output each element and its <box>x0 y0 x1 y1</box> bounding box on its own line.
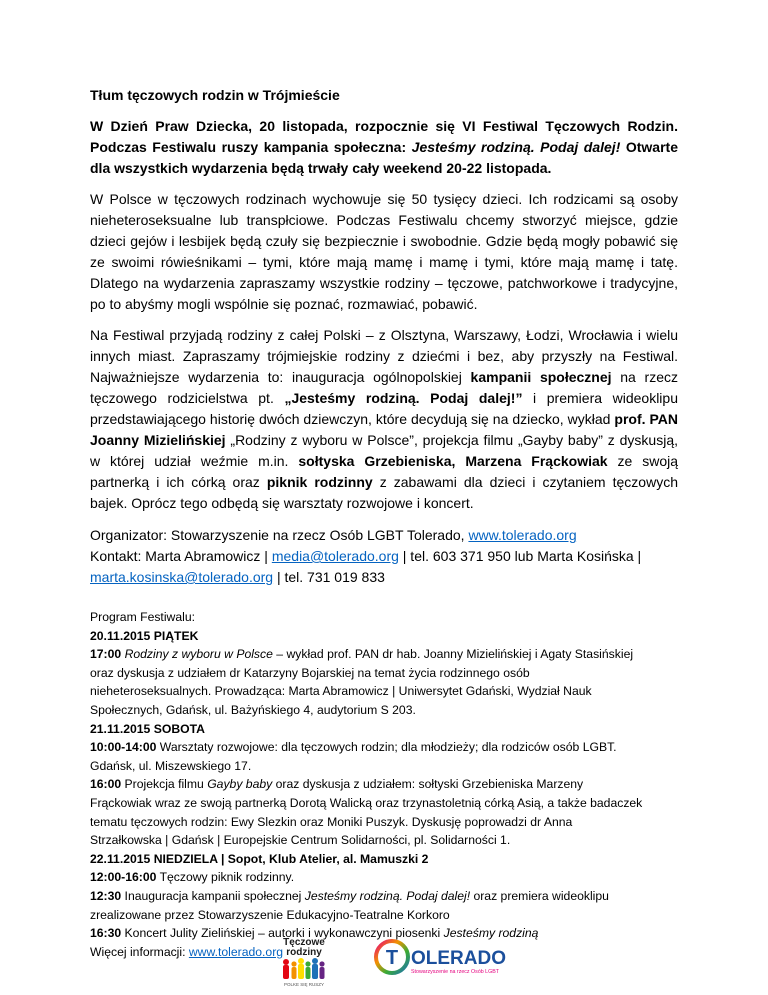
program-event <box>90 775 678 794</box>
lead-campaign: Jesteśmy rodziną. Podaj dalej! <box>411 139 621 155</box>
event-text: oraz premiera wideoklipu <box>470 888 609 903</box>
event-text: Strzałkowska | Gdańsk | Europejskie Centrum Solidarności, pl. Solidarności 1. <box>90 833 511 848</box>
event-title: Gayby baby <box>207 777 273 792</box>
event-time: 12:00-16:00 <box>90 870 157 885</box>
event-text: tematu tęczowych rodzin: Ewy Slezkin oraz Moniki Puszyk. Dyskusję poprowadzi dr Anna <box>90 814 573 829</box>
tolerado-more-link[interactable]: www.tolerado.org <box>188 944 284 959</box>
festival-text: na rzecz tęczowego rodzicielstwa pt. <box>90 369 678 406</box>
festival-text: ze swoją partnerką i ich córką oraz <box>90 453 679 490</box>
program-event <box>90 645 678 664</box>
event-text: Projekcja filmu <box>121 777 208 792</box>
lead-paragraph <box>90 116 678 179</box>
festival-text: Na Festiwal przyjadą rodziny z całej Polski – z Olsztyna, Warszawy, Łodzi, Wrocławia i wielu innych miast. Zapraszamy trójmiejskie rodziny z dziećmi i bez, aby przyszły na Festiwal. Najważniejsze wydarzenia to: inauguracja ogólnopolskiej <box>90 327 678 385</box>
lead-text-end: Otwarte dla wszystkich wydarzenia będą trwały cały weekend 20-22 listopada. <box>90 139 678 176</box>
contact-line <box>90 546 678 567</box>
program-event <box>90 738 678 757</box>
footer-logos <box>0 925 768 995</box>
contact-phone: | tel. 731 019 833 <box>273 569 385 585</box>
event-text: nieheteroseksualnych. Prowadząca: Marta Abramowicz | Uniwersytet Gdański, Wydział Nauk <box>90 684 592 699</box>
event-text: Tęczowy piknik rodzinny. <box>156 870 295 885</box>
organizer-contact <box>90 525 678 588</box>
kosinska-email-link[interactable]: marta.kosinska@tolerado.org <box>90 569 274 585</box>
program-event <box>90 868 678 887</box>
program-day: 21.11.2015 SOBOTA <box>90 721 205 736</box>
program-heading: Program Festiwalu: <box>90 610 195 624</box>
tolerado-website-link[interactable]: www.tolerado.org <box>468 527 577 543</box>
teczowe-rodziny-logo <box>278 935 330 989</box>
festival-bold: piknik rodzinny <box>266 474 373 490</box>
event-text: oraz dyskusja z udziałem: sołtyski Grzebieniska Marzeny <box>272 777 584 792</box>
event-title: Rodziny z wyboru w Polsce <box>124 647 273 662</box>
event-text: – wykład prof. PAN dr hab. Joanny Mizielińskiej i Agaty Stasińskiej <box>272 647 634 662</box>
event-time: 17:00 <box>90 647 122 662</box>
festival-bold: sołtyska Grzebieniska, Marzena Frąckowiak <box>298 453 608 469</box>
logo-text-bottom: rodziny <box>286 947 322 958</box>
festival-bold: prof. PAN Joanny Mizielińskiej <box>90 411 678 448</box>
lead-text: W Dzień Praw Dziecka, 20 listopada, rozpocznie się VI Festiwal Tęczowych Rodzin. Podczas Festiwalu ruszy kampania społeczna: <box>90 118 678 155</box>
event-time: 12:30 <box>90 888 122 903</box>
event-text: Inauguracja kampanii społecznej <box>121 888 305 903</box>
festival-bold: kampanii społecznej <box>470 369 612 385</box>
event-text: Gdańsk, ul. Miszewskiego 17. <box>90 758 252 773</box>
tolerado-logo <box>372 935 506 983</box>
festival-text: i premiera wideoklipu przedstawiającego historię dwóch dziewczyn, które decydują się na dziecko, wykład <box>90 390 678 427</box>
media-email-link[interactable]: media@tolerado.org <box>271 548 399 564</box>
organizer-line <box>90 525 678 546</box>
paragraph-families: W Polsce w tęczowych rodzinach wychowuje się 50 tysięcy dzieci. Ich rodzicami są osoby nieheteroseksualne lub transpłciowe. Podczas Festiwalu chcemy stworzyć miejsce, gdzie dzieci gejów i lesbijek będą czuły się bezpiecznie i swobodnie. Gdzie będą mogły pobawić się ze swoimi rówieśnikami – tymi, które mają mamę i mamę i tymi, które mają mamę i tatę. Dlatego na wydarzenia zapraszamy wszystkie rodziny – tęczowe, patchworkowe i tradycyjne, po to abyśmy mogli wspólnie się poznać, rozmawiać, pobawić. <box>90 191 678 312</box>
event-text: zrealizowane przez Stowarzyszenie Edukacyjno-Teatralne Korkoro <box>90 907 450 922</box>
program-day: 20.11.2015 PIĄTEK <box>90 628 199 643</box>
logo-text-top: Tęczowe <box>283 937 325 948</box>
event-time: 16:00 <box>90 777 122 792</box>
tolerado-subtitle: Stowarzyszenie na rzecz Osób LGBT <box>411 969 500 975</box>
program-day: 22.11.2015 NIEDZIELA | Sopot, Klub Atelier, al. Mamuszki 2 <box>90 851 429 866</box>
press-release <box>90 86 678 961</box>
event-text: Koncert Julity Zielińskiej – autorki i wykonawczyni piosenki <box>121 926 444 941</box>
contact-text: | tel. 603 371 950 lub Marta Kosińska | <box>398 548 642 564</box>
more-info-label: Więcej informacji: <box>90 944 189 959</box>
event-time: 16:30 <box>90 926 122 941</box>
event-title: Jesteśmy rodziną. Podaj dalej! <box>304 888 471 903</box>
event-title: Jesteśmy rodziną <box>443 926 539 941</box>
rainbow-figures-icon <box>283 958 325 979</box>
event-text: Warsztaty rozwojowe: dla tęczowych rodzin; dla młodzieży; dla rodziców osób LGBT. <box>156 740 617 755</box>
program-event <box>90 887 678 906</box>
contact-line-2 <box>90 567 678 588</box>
tolerado-letter: T <box>385 947 399 969</box>
festival-text: „Rodziny z wyboru w Polsce”, projekcja filmu „Gayby baby” z dyskusją, w której udział weźmie m.in. <box>90 432 678 469</box>
logo-small-text: POLKE SIĘ RUSZY <box>283 982 325 987</box>
tolerado-name: OLERADO <box>411 948 506 969</box>
organizer-text: Organizator: Stowarzyszenie na rzecz Osób LGBT Tolerado, <box>90 527 469 543</box>
festival-text: z zabawami dla dzieci i czytaniem tęczowych bajek. Oprócz tego odbędą się warsztaty rozwojowe i koncert. <box>90 474 678 511</box>
headline: Tłum tęczowych rodzin w Trójmieście <box>90 87 340 103</box>
festival-program <box>90 608 678 961</box>
contact-text: Kontakt: Marta Abramowicz | <box>90 548 272 564</box>
event-text: Społecznych, Gdańsk, ul. Bażyńskiego 4, audytorium S 203. <box>90 702 416 717</box>
festival-bold: „Jesteśmy rodziną. Podaj dalej!” <box>284 390 523 406</box>
event-time: 10:00-14:00 <box>90 740 157 755</box>
event-text: oraz dyskusja z udziałem dr Katarzyny Bojarskiej na temat życia rodzinnego osób <box>90 665 530 680</box>
paragraph-festival <box>90 325 678 514</box>
event-text: Frąckowiak wraz ze swoją partnerką Dorotą Walicką oraz trzynastoletnią córką Asią, a także badaczek <box>90 795 643 810</box>
